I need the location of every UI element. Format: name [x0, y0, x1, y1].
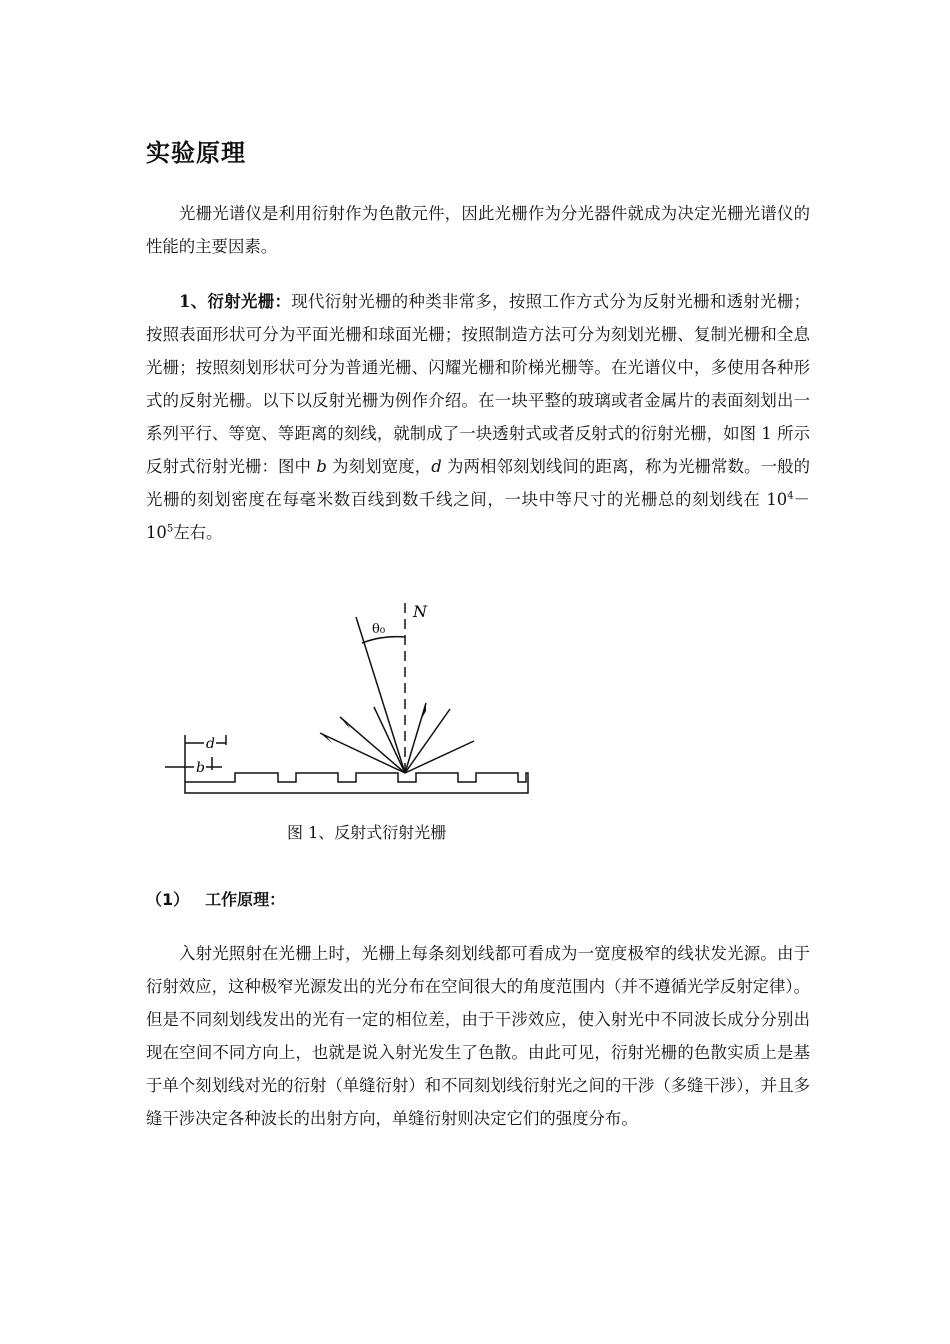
var-b: b [316, 457, 327, 476]
grating-text-d: －10 [146, 490, 810, 542]
theta-arc [362, 637, 405, 643]
section-number: （1） [146, 890, 190, 909]
exponent-5: 5 [166, 523, 174, 535]
principle-paragraph: 入射光照射在光栅上时，光栅上每条刻划线都可看成为一宽度极窄的线状发光源。由于衍射效应，这种极窄光源发出的光分布在空间很大的角度范围内（并不遵循光学反射定律）。但是不同刻划线发出的光有一定的相位差，由于干涉效应，使入射光中不同波长成分分别出现在空间不同方向上，也就是说入射光发生了色散。由此可见，衍射光栅的色散实质上是基于单个刻划线对光的衍射（单缝衍射）和不同刻划线衍射光之间的干涉（多缝干涉），并且多缝干涉决定各种波长的出射方向，单缝衍射则决定它们的强度分布。 [146, 944, 810, 1128]
grating-text-e: 左右。 [173, 523, 223, 542]
grating-text-c: 为两相邻刻划线间的距离，称为光栅常数。一般的光栅的刻划密度在每毫米数百线到数千线之间，一块中等尺寸的光栅总的刻划线在 10 [146, 457, 810, 509]
intro-paragraph: 光栅光谱仪是利用衍射作为色散元件，因此光栅作为分光器件就成为决定光栅光谱仪的性能的主要因素。 [146, 204, 810, 256]
grating-text-a: 现代衍射光栅的种类非常多，按照工作方式分为反射光栅和透射光栅；按照表面形状可分为平面光栅和球面光栅；按照制造方法可分为刻划光栅、复制光栅和全息光栅；按照刻划形状可分为普通光栅、闪耀光栅和阶梯光栅等。在光谱仪中，多使用各种形式的反射光栅。以下以反射光栅为例作介绍。在一块平整的玻璃或者金属片的表面刻划出一系列平行、等宽、等距离的刻线，就制成了一块透射式或者反射式的衍射光栅，如图 1 所示反射式衍射光栅：图中 [146, 292, 810, 476]
section-title: 工作原理： [205, 890, 286, 909]
grating-paragraph [146, 285, 810, 549]
grating-text-b: 为刻划宽度， [326, 457, 432, 476]
label-theta: θ₀ [372, 622, 386, 637]
section-heading [146, 887, 285, 910]
grating-heading: 1、衍射光栅： [179, 292, 292, 311]
figure-caption: 图 1、反射式衍射光栅 [287, 823, 447, 842]
exponent-4: 4 [787, 490, 794, 502]
label-b: b [196, 760, 205, 776]
diffracted-ray [405, 709, 450, 773]
diffracted-ray [340, 717, 405, 773]
label-normal: N [413, 602, 427, 621]
page-title: 实验原理 [146, 139, 246, 167]
diffracted-ray [320, 733, 405, 773]
diffracted-ray [405, 703, 426, 773]
label-d: d [206, 736, 215, 752]
arrowhead [340, 717, 350, 729]
grating-profile [185, 773, 528, 793]
incident-ray [356, 617, 405, 773]
grating-diagram [160, 595, 560, 805]
var-d: d [431, 457, 442, 476]
